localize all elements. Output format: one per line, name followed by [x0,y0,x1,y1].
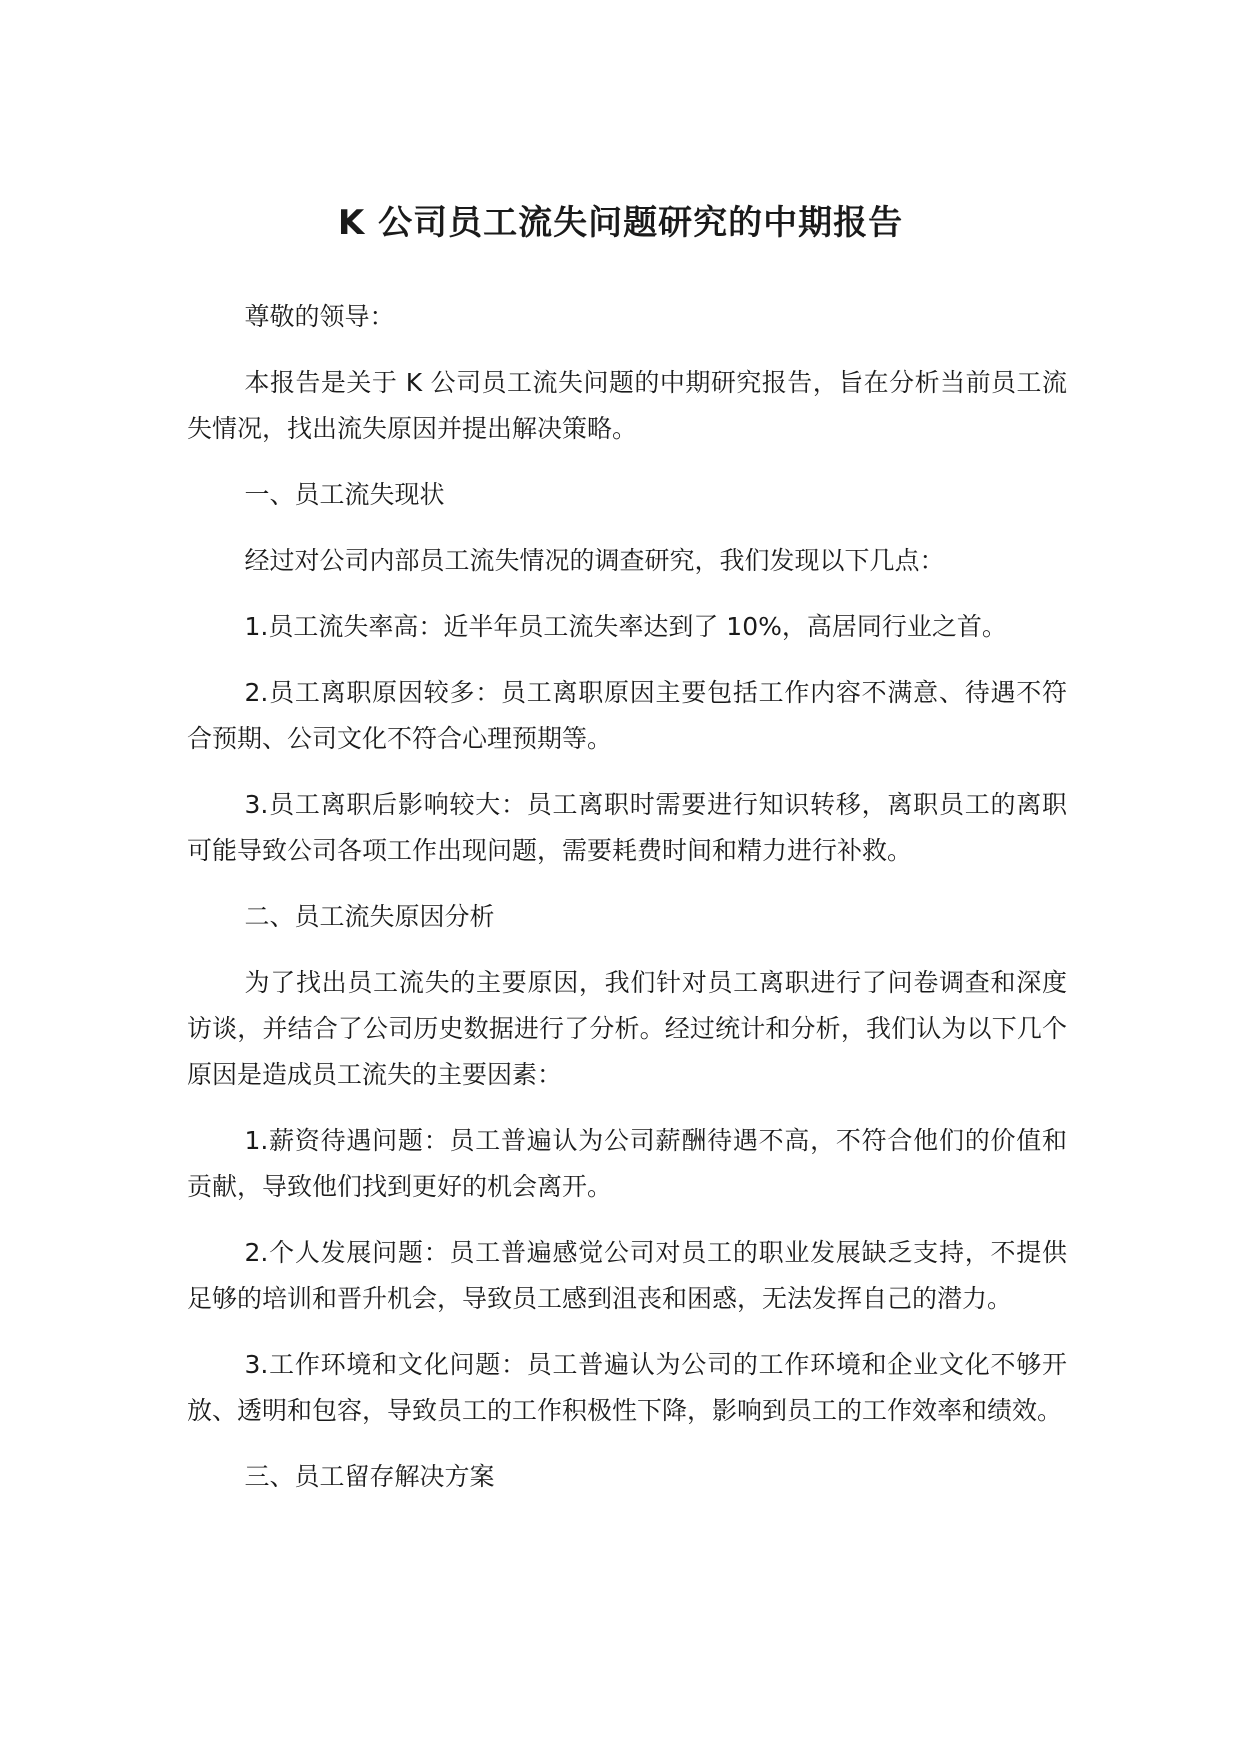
section-heading-1: 一、员工流失现状 [244,480,445,509]
list-item: 1.员工流失率高：近半年员工流失率达到了 10%，高居同行业之首。 [244,612,1007,641]
list-item: 3.工作环境和文化问题：员工普遍认为公司的工作环境和企业文化不够开放、透明和包容，导致员工的工作积极性下降，影响到员工的工作效率和绩效。 [187,1350,1067,1425]
paragraph: 经过对公司内部员工流失情况的调查研究，我们发现以下几点： [244,546,945,575]
intro-paragraph: 本报告是关于 K 公司员工流失问题的中期研究报告，旨在分析当前员工流失情况，找出流失原因并提出解决策略。 [187,368,1067,443]
list-item: 1.薪资待遇问题：员工普遍认为公司薪酬待遇不高，不符合他们的价值和贡献，导致他们找到更好的机会离开。 [187,1126,1067,1201]
list-item: 2.员工离职原因较多：员工离职原因主要包括工作内容不满意、待遇不符合预期、公司文化不符合心理预期等。 [187,678,1067,753]
list-item: 3.员工离职后影响较大：员工离职时需要进行知识转移，离职员工的离职可能导致公司各项工作出现问题，需要耗费时间和精力进行补救。 [187,790,1067,865]
section-heading-3: 三、员工留存解决方案 [244,1462,495,1491]
document-title: K 公司员工流失问题研究的中期报告 [337,202,904,243]
greeting: 尊敬的领导： [244,302,395,331]
list-item: 2.个人发展问题：员工普遍感觉公司对员工的职业发展缺乏支持，不提供足够的培训和晋升机会，导致员工感到沮丧和困惑，无法发挥自己的潜力。 [187,1238,1067,1313]
paragraph: 为了找出员工流失的主要原因，我们针对员工离职进行了问卷调查和深度访谈，并结合了公司历史数据进行了分析。经过统计和分析，我们认为以下几个原因是造成员工流失的主要因素： [187,968,1067,1089]
section-heading-2: 二、员工流失原因分析 [244,902,495,931]
document-body [187,294,1067,1520]
